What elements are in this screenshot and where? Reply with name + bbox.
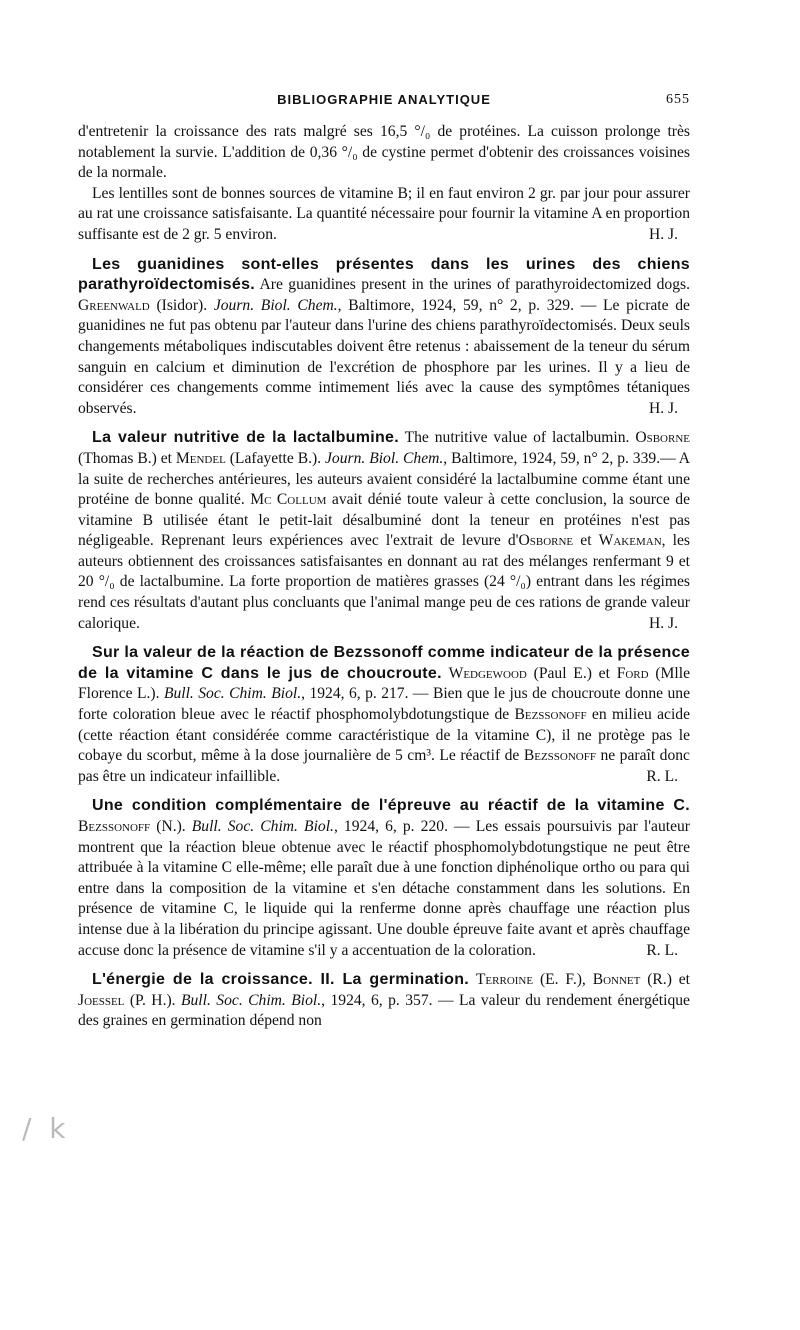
page-body bbox=[78, 122, 690, 1032]
journal-name: Journ. Biol. Chem. bbox=[325, 449, 444, 467]
author-name: Greenwald bbox=[78, 296, 150, 314]
abstract-title: L'énergie de la croissance. II. La germination. bbox=[92, 971, 470, 989]
citation-details: , 1924, 6, p. 217. — bbox=[301, 685, 433, 703]
citation-details: , Baltimore, 1924, 59, n° 2, p. 339.— bbox=[443, 449, 679, 467]
abstract-title: La valeur nutritive de la lactalbumine. bbox=[92, 429, 400, 447]
citation-details: , 1924, 6, p. 220. — bbox=[333, 818, 476, 835]
author-name: Ford bbox=[616, 664, 649, 682]
author-name: Bonnet bbox=[592, 971, 641, 989]
author-name: Osborne bbox=[635, 429, 690, 447]
cited-name: Osborne bbox=[518, 532, 574, 550]
page-header bbox=[78, 92, 690, 112]
journal-name: Journ. Biol. Chem. bbox=[213, 296, 338, 314]
abstract-entry: Les guanidines sont-elles présentes dans les urines des chiens parathyroïdectomisés. Are guanidines present in the urines of parathyroidectomized dogs. Greenwald (Isidor). Journ. Biol. Chem., Baltimore, 1924, 59, n° 2, p. 329. — Le picrate de guanidines ne fut pas obtenu par l'auteur dans l'urine des chiens parathyroïdectomisés. Deux seuls changements métaboliques indiscutables doivent être retenus : abaissement de la teneur du sérum sanguin en calcium et diminution de l'excrétion de phosphore par les urines. Il y a lieu de considérer ces changements comme intimement liés avec la cause des symptômes tétaniques observés. H. J. bbox=[78, 255, 690, 420]
english-title: The nutritive value of lactalbumin. bbox=[399, 429, 636, 447]
cited-name: Bezssonoff bbox=[514, 706, 587, 724]
signature: H. J. bbox=[648, 399, 678, 417]
abstract-entry: Une condition complémentaire de l'épreuve au réactif de la vitamine C. Bezssonoff (N.). Bull. Soc. Chim. Biol., 1924, 6, p. 220. — Les essais poursuivis par l'auteur montrent que la réaction bleue obtenue avec le réactif phosphomolybdotungstique ne peut être attribuée à la vitamine C elle-même; elle paraît due à une fonction diphénolique ortho ou para qui entre dans la composition de la vitamine et s'en détache constamment dans les solutions. En présence de vitamine C, le liquide qui la renferme donne après chauffage une réaction plus intense due à la libération du principe agissant. Une double épreuve faite avant et après chauffage accuse donc la présence de vitamine s'il y a accentuation de la coloration. R. L. bbox=[78, 796, 690, 961]
page-number: 655 bbox=[666, 92, 690, 107]
journal-name: Bull. Soc. Chim. Biol. bbox=[180, 991, 322, 1009]
abstract-text: La valeur du rendement énergétique des graines en germination dépend non bbox=[78, 991, 690, 1030]
abstract-entry: Sur la valeur de la réaction de Bezssonoff comme indicateur de la présence de la vitamine C dans le jus de choucroute. Wedgewood (Paul E.) et Ford (Mlle Florence L.). Bull. Soc. Chim. Biol., 1924, 6, p. 217. — Bien que le jus de choucroute donne une forte coloration bleue avec le réactif phosphomolybdotungstique de Bezssonoff en milieu acide (cette réaction étant considérée comme caractéristique de la vitamine C), il ne protège pas le cobaye du scorbut, même à la dose journalière de 5 cm³. Le réactif de Bezssonoff ne paraît donc pas être un indicateur infaillible. R. L. bbox=[78, 643, 690, 787]
cited-name: Mc Collum bbox=[250, 491, 327, 509]
cited-name: Wakeman bbox=[598, 532, 662, 550]
margin-mark: / k bbox=[22, 1112, 66, 1145]
abstract-text: Le picrate de guanidines ne fut pas obtenu par l'auteur dans l'urine des chiens parathyroïdectomisés. Deux seuls changements métaboliques indiscutables doivent être retenus : abaissement de la teneur du sérum sanguin en calcium et diminution de l'excrétion de phosphore par les urines. Il y a lieu de considérer ces changements comme intimement liés avec la cause des symptômes tétaniques observés. bbox=[78, 296, 690, 417]
abstract-entry: L'énergie de la croissance. II. La germination. Terroine (E. F.), Bonnet (R.) et Joessel (P. H.). Bull. Soc. Chim. Biol., 1924, 6, p. 357. — La valeur du rendement énergétique des graines en germination dépend non bbox=[78, 971, 690, 1030]
author-name: Mendel bbox=[175, 449, 226, 467]
citation-details: , 1924, 6, p. 357. — bbox=[321, 991, 459, 1009]
abstract-text: Bien que le jus de choucroute donne une forte coloration bleue avec le réactif phosphomolybdotungstique de bbox=[78, 685, 690, 724]
author-name: Wedgewood bbox=[448, 664, 527, 682]
intro-paragraph-2: Les lentilles sont de bonnes sources de vitamine B; il en faut environ 2 gr. par jour pour assurer au rat une croissance satisfaisante. La quantité nécessaire pour fournir la vitamine A en proportion suffisante est de 2 gr. 5 environ. H. J. bbox=[78, 184, 690, 246]
author-name: Bezssonoff bbox=[78, 818, 151, 835]
author-name: Joessel bbox=[78, 991, 125, 1009]
author-name: Terroine bbox=[475, 971, 534, 989]
cited-name: Bezssonoff bbox=[523, 747, 596, 765]
abstract-title: Sur la valeur de la réaction de Bezssonoff comme indicateur de la présence de la vitamine C dans le jus de choucroute. bbox=[78, 644, 690, 682]
abstract-entry: La valeur nutritive de la lactalbumine. The nutritive value of lactalbumin. Osborne (Thomas B.) et Mendel (Lafayette B.). Journ. Biol. Chem., Baltimore, 1924, 59, n° 2, p. 339.— A la suite de recherches antérieures, les auteurs avaient considéré la lactalbumine comme étant une protéine de bonne qualité. Mc Collum avait dénié toute valeur à cette conclusion, la source de vitamine B utilisée étant le petit-lait désalbuminé dont la teneur en protéines n'est pas négligeable. Reprenant leurs expériences avec l'extrait de levure d'Osborne et Wakeman, les auteurs obtiennent des croissances satisfaisantes en donnant au rat des mélanges renfermant 9 et 20 °/₀ de lactalbumine. La forte proportion de matières grasses (24 °/₀) entrant dans les régimes rend ces résultats d'autant plus concluants que l'animal mange peu de ces rations de grande valeur calorique. H. J. bbox=[78, 428, 690, 634]
abstract-title: Les guanidines sont-elles présentes dans les urines des chiens parathyroïdectomisés. bbox=[78, 255, 690, 294]
running-head: BIBLIOGRAPHIE ANALYTIQUE bbox=[277, 92, 491, 107]
english-title: Are guanidines present in the urines of parathyroidectomized dogs. bbox=[255, 276, 690, 294]
intro-paragraph-1: d'entretenir la croissance des rats malgré ses 16,5 °/₀ de protéines. La cuisson prolonge très notablement la survie. L'addition de 0,36 °/₀ de cystine permet d'obtenir des croissances voisines de la normale. bbox=[78, 123, 690, 182]
abstract-text: Les essais poursuivis par l'auteur montrent que la réaction bleue obtenue avec le réactif phosphomolybdotungstique ne peut être attribuée à la vitamine C elle-même; elle paraît due à une fonction diphénolique ortho ou para qui entre dans la composition de la vitamine et s'en détache constamment dans les solutions. En présence de vitamine C, le liquide qui la renferme donne après chauffage une réaction plus intense due à la libération du principe agissant. Une double épreuve faite avant et après chauffage accuse donc la présence de vitamine s'il y a accentuation de la coloration. bbox=[78, 818, 690, 959]
abstract-text: A la suite de recherches antérieures, les auteurs avaient considéré la lactalbumine comme étant une protéine de bonne qualité. bbox=[78, 449, 690, 509]
signature: H. J. bbox=[648, 225, 678, 243]
citation-details: , Baltimore, 1924, 59, n° 2, p. 329. — bbox=[337, 296, 603, 314]
signature: R. L. bbox=[646, 941, 678, 959]
journal-name: Bull. Soc. Chim. Biol. bbox=[163, 685, 302, 703]
journal-name: Bull. Soc. Chim. Biol. bbox=[191, 818, 334, 835]
signature: R. L. bbox=[646, 767, 678, 785]
abstract-title: Une condition complémentaire de l'épreuve au réactif de la vitamine C. bbox=[92, 797, 690, 815]
signature: H. J. bbox=[648, 614, 678, 632]
